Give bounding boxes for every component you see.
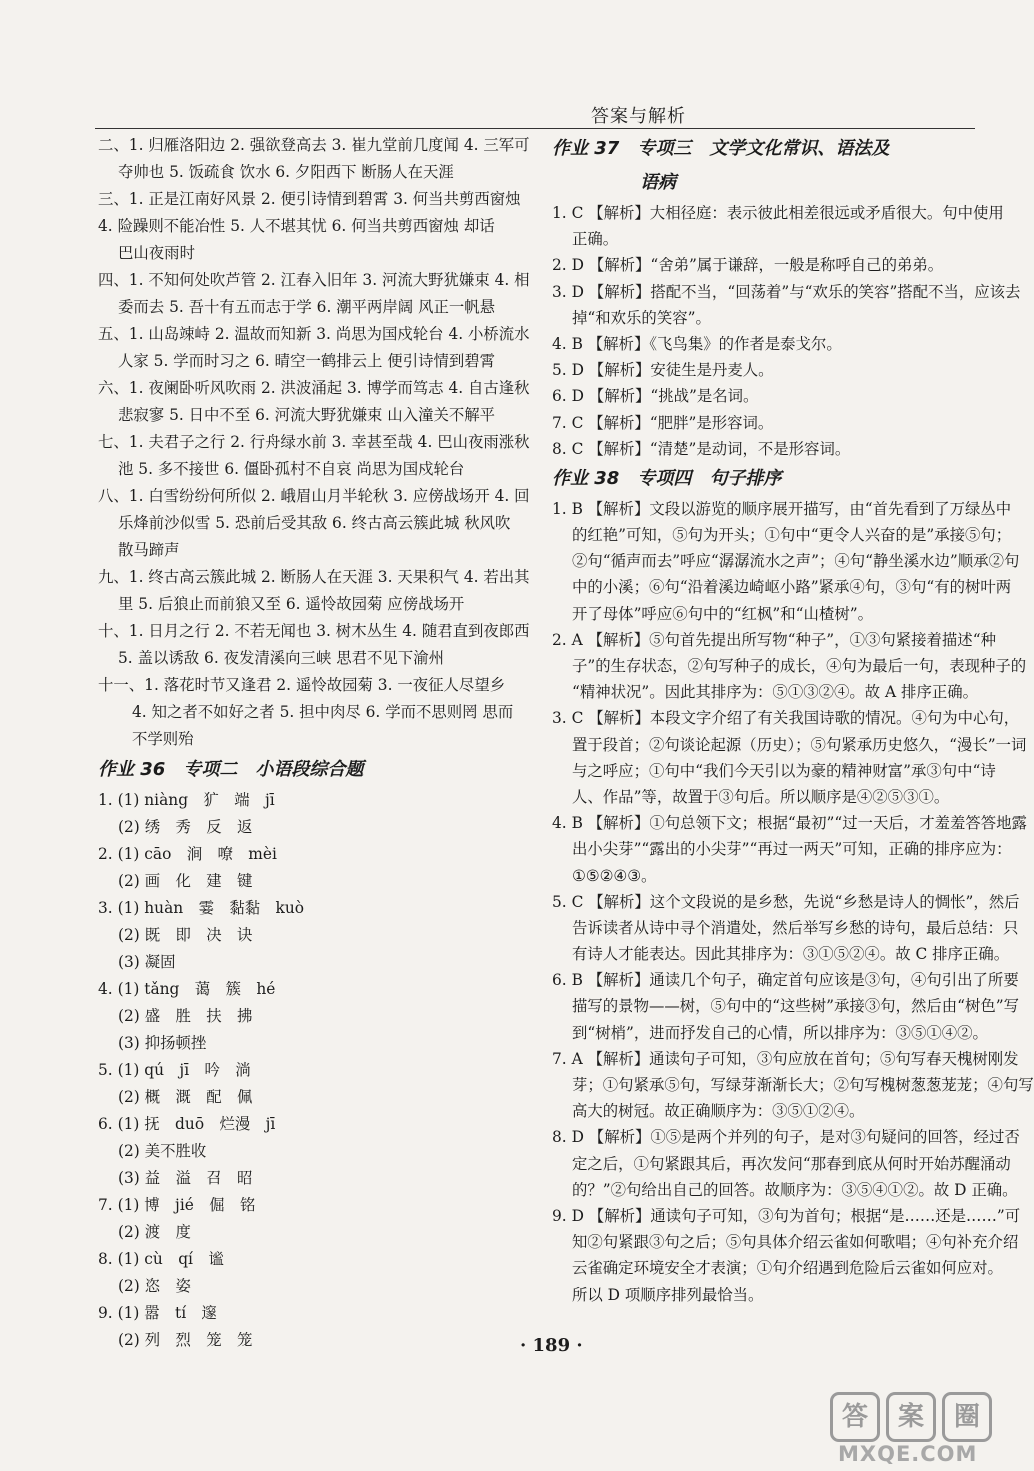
answer-line: 9. (1) 嚣 tí 邃	[98, 1304, 217, 1322]
answer-line: 8. C 【解析】“清楚”是动词，不是形容词。	[552, 439, 851, 458]
answer-line: 所以 D 项顺序排列最恰当。	[572, 1285, 764, 1304]
answer-line: (2) 恣 姿	[118, 1277, 191, 1295]
answer-line: 2. A 【解析】⑤句首先提出所写物“种子”，①③句紧接着描述“种	[552, 630, 996, 649]
answer-line: (3) 益 溢 召 昭	[118, 1169, 253, 1187]
section-36-lines	[98, 787, 528, 1354]
answer-line: (2) 画 化 建 键	[118, 872, 253, 890]
answer-line: 4. B 【解析】《飞鸟集》的作者是泰戈尔。	[552, 334, 842, 353]
answer-line: 子”的生存状态，②句写种子的成长，④句为最后一句，表现种子的	[572, 657, 1027, 675]
answer-line: (2) 渡 度	[118, 1223, 191, 1241]
answer-line: 5. (1) qú jī 吟 淌	[98, 1061, 251, 1079]
answer-line: 六、1. 夜阑卧听风吹雨 2. 洪波涌起 3. 博学而笃志 4. 自古逢秋	[98, 379, 530, 397]
answer-line: 芽；①句紧承⑤句，写绿芽渐渐长大；②句写槐树葱葱茏茏；④句写	[572, 1076, 1034, 1094]
answer-line: 悲寂寥 5. 日中不至 6. 河流大野犹嫌束 山入潼关不解平	[118, 406, 496, 424]
page-header	[95, 100, 975, 129]
answer-line: (3) 抑扬顿挫	[118, 1034, 207, 1052]
watermark-url: MXQE.COM	[838, 1442, 978, 1466]
answer-line: “精神状况”。因此其排序为：⑤①③②④。故 A 排序正确。	[572, 683, 979, 702]
answer-line: 人、作品”等，故置于③句后。所以顺序是④②⑤③①。	[572, 787, 950, 806]
answer-line: 人家 5. 学而时习之 6. 晴空一鹤排云上 便引诗情到碧霄	[118, 352, 496, 370]
answer-line: 知②句紧跟③句之后；⑤句具体介绍云雀如何歌唱；④句补充介绍	[572, 1233, 1019, 1252]
answer-line: 正确。	[572, 230, 619, 249]
answer-line: (3) 凝固	[118, 953, 176, 971]
answer-line: 的红艳”可知，⑤句为开头；①句中“更令人兴奋的是”承接⑤句；	[572, 526, 1012, 545]
answer-line: 4. B 【解析】①句总领下文；根据“最初”“过一天后，才羞羞答答地露	[552, 814, 1027, 833]
answer-line: 池 5. 多不接世 6. 僵卧孤村不自哀 尚思为国戍轮台	[118, 460, 465, 478]
answer-line: 二、1. 归雁洛阳边 2. 强欲登高去 3. 崔九堂前几度闻 4. 三军可	[98, 136, 530, 154]
answer-line: 2. D 【解析】“舍弟”属于谦辞，一般是称呼自己的弟弟。	[552, 256, 944, 275]
answer-line: 巴山夜雨时	[118, 244, 195, 262]
answer-line: (2) 美不胜收	[118, 1142, 207, 1160]
answer-line: (2) 列 烈 笼 笼	[118, 1331, 253, 1349]
section-37-title-cont: 语病	[640, 172, 676, 193]
answer-line: 5. D 【解析】安徒生是丹麦人。	[552, 361, 774, 380]
answer-line: 高大的树冠。故正确顺序为：③⑤①②④。	[572, 1102, 865, 1121]
answer-line: 五、1. 山岛竦峙 2. 温故而知新 3. 尚思为国戍轮台 4. 小桥流水	[98, 325, 530, 343]
answer-line: 有诗人才能表达。因此其排序为：③①⑤②④。故 C 排序正确。	[572, 945, 1010, 964]
answer-line: ②句“循声而去”呼应“潺潺流水之声”；④句“静坐溪水边”顺承②句	[572, 552, 1020, 571]
answer-line: 置于段首；②句谈论起源（历史）；⑤句紧承历史悠久，“漫长”一词	[572, 735, 1027, 754]
answer-line: 1. C 【解析】大相径庭：表示彼此相差很远或矛盾很大。句中使用	[552, 204, 1004, 222]
watermark-char: 圈	[942, 1392, 992, 1442]
answer-line: 7. (1) 博 jié 倔 铭	[98, 1196, 256, 1214]
answer-line: 2. (1) cāo 涧 嘹 mèi	[98, 845, 277, 863]
answer-line: 8. D 【解析】①⑤是两个并列的句子，是对③句疑问的回答，经过否	[552, 1128, 1020, 1147]
answer-line: 8. (1) cù qí 谧	[98, 1250, 224, 1268]
answer-line: 十、1. 日月之行 2. 不若无闻也 3. 树木丛生 4. 随君直到夜郎西	[98, 622, 530, 640]
answer-line: (2) 盛 胜 扶 拂	[118, 1007, 253, 1025]
answer-line: 3. (1) huàn 霎 黏黏 kuò	[98, 899, 305, 917]
answer-line: 三、1. 正是江南好风景 2. 便引诗情到碧霄 3. 何当共剪西窗烛	[98, 190, 521, 208]
watermark-logo	[830, 1392, 1000, 1471]
answer-line: (2) 概 溉 配 佩	[118, 1088, 253, 1106]
answer-line: 4. (1) tǎng 蔼 簇 hé	[98, 980, 276, 998]
section-38-title: 作业 38 专项四 句子排序	[552, 467, 782, 489]
header-title: 答案与解析	[591, 106, 686, 127]
answer-line: 描写的景物——树，⑤句中的“这些树”承接③句，然后由“树色”写	[572, 997, 1020, 1016]
page-number: · 189 ·	[520, 1335, 583, 1356]
answer-line: 八、1. 白雪纷纷何所似 2. 峨眉山月半轮秋 3. 应傍战场开 4. 回	[98, 487, 530, 505]
answer-line: 出小尖芽”“露出的小尖芽”“再过一两天”可知，正确的排序应为：	[572, 840, 1012, 859]
answer-line: 散马蹄声	[118, 541, 180, 559]
answer-line: 5. C 【解析】这个文段说的是乡愁，先说“乡愁是诗人的惆怅”，然后	[552, 892, 1020, 911]
right-column	[552, 132, 1034, 1308]
watermark-char: 答	[830, 1392, 880, 1442]
answer-line: (2) 绣 秀 反 返	[118, 818, 253, 836]
answer-line: 乐烽前沙似雪 5. 恐前后受其敌 6. 终古高云簇此城 秋风吹	[118, 514, 511, 532]
answer-line: 云雀确定环境安全才表演；①句介绍遇到危险后云雀如何应对。	[572, 1259, 1003, 1278]
answer-line: 7. C 【解析】“肥胖”是形容词。	[552, 413, 774, 432]
answer-line: 十一、1. 落花时节又逢君 2. 遥怜故园菊 3. 一夜征人尽望乡	[98, 676, 506, 694]
answer-line: 不学则殆	[132, 730, 194, 748]
answer-line: 中的小溪；⑥句“沿着溪边崎岖小路”紧承④句，③句“有的树叶两	[572, 578, 1012, 597]
answer-line: 四、1. 不知何处吹芦管 2. 江春入旧年 3. 河流大野犹嫌束 4. 相	[98, 271, 530, 289]
section-36-title: 作业 36 专项二 小语段综合题	[98, 759, 364, 780]
answer-line: 9. D 【解析】通读句子可知，③句为首句；根据“是……还是……”可	[552, 1206, 1021, 1225]
section-38-lines	[552, 496, 1034, 1308]
answer-line: 七、1. 夫君子之行 2. 行舟绿水前 3. 幸甚至哉 4. 巴山夜雨涨秋	[98, 433, 530, 451]
answer-line: 6. (1) 抚 duō 烂漫 jī	[98, 1115, 276, 1133]
answer-line: 6. B 【解析】通读几个句子，确定首句应该是③句，④句引出了所要	[552, 971, 1019, 990]
answer-line: 7. A 【解析】通读句子可知，③句应放在首句；⑤句写春天槐树刚发	[552, 1049, 1019, 1068]
answer-line: (2) 既 即 决 诀	[118, 926, 253, 944]
answer-line: 的？”②句给出自己的回答。故顺序为：③⑤④①②。故 D 正确。	[572, 1180, 1018, 1199]
answer-line: 到“树梢”，进而抒发自己的心情，所以排序为：③⑤①④②。	[572, 1023, 988, 1042]
answer-line: 4. 险躁则不能冶性 5. 人不堪其忧 6. 何当共剪西窗烛 却话	[98, 217, 495, 235]
answer-line: 告诉读者从诗中寻个消遣处，然后举写乡愁的诗句，最后总结：只	[572, 918, 1019, 937]
watermark-char: 案	[886, 1392, 936, 1442]
answer-line: 3. D 【解析】搭配不当，“回荡着”与“欢乐的笑容”搭配不当，应该去	[552, 282, 1021, 301]
answer-line: 开了母体”呼应⑥句中的“红枫”和“山楂树”。	[572, 604, 873, 623]
answer-line: 与之呼应；①句中“我们今天引以为豪的精神财富”承③句中“诗	[572, 761, 996, 780]
answer-line: 5. 盖以诱敌 6. 夜发清溪向三峡 思君不见下渝州	[118, 649, 444, 667]
answer-line: 九、1. 终古高云簇此城 2. 断肠人在天涯 3. 天果积气 4. 若出其	[98, 568, 530, 586]
answer-line: 1. (1) niàng 犷 端 jī	[98, 791, 275, 809]
left-answer-lines	[98, 132, 528, 753]
section-37-title: 作业 37 专项三 文学文化常识、语法及	[552, 138, 890, 159]
section-37-lines	[552, 200, 1021, 462]
answer-line: 里 5. 后狼止而前狼又至 6. 遥怜故园菊 应傍战场开	[118, 595, 465, 613]
answer-line: 4. 知之者不如好之者 5. 担中肉尽 6. 学而不思则罔 思而	[132, 703, 514, 721]
answer-line: 委而去 5. 吾十有五而志于学 6. 潮平两岸阔 风正一帆悬	[118, 298, 496, 316]
answer-line: 3. C 【解析】本段文字介绍了有关我国诗歌的情况。④句为中心句，	[552, 709, 1020, 728]
answer-line: 定之后，①句紧跟其后，再次发问“那春到底从何时开始苏醒涌动	[572, 1154, 1011, 1173]
answer-line: 掉“和欢乐的笑容”。	[572, 308, 711, 327]
left-column	[98, 132, 528, 1354]
answer-line: 6. D 【解析】“挑战”是名词。	[552, 387, 759, 406]
answer-line: 夺帅也 5. 饭疏食 饮水 6. 夕阳西下 断肠人在天涯	[118, 163, 454, 181]
answer-line: 1. B 【解析】文段以游览的顺序展开描写，由“首先看到了万绿丛中	[552, 499, 1012, 518]
answer-line: ①⑤②④③。	[572, 866, 657, 885]
